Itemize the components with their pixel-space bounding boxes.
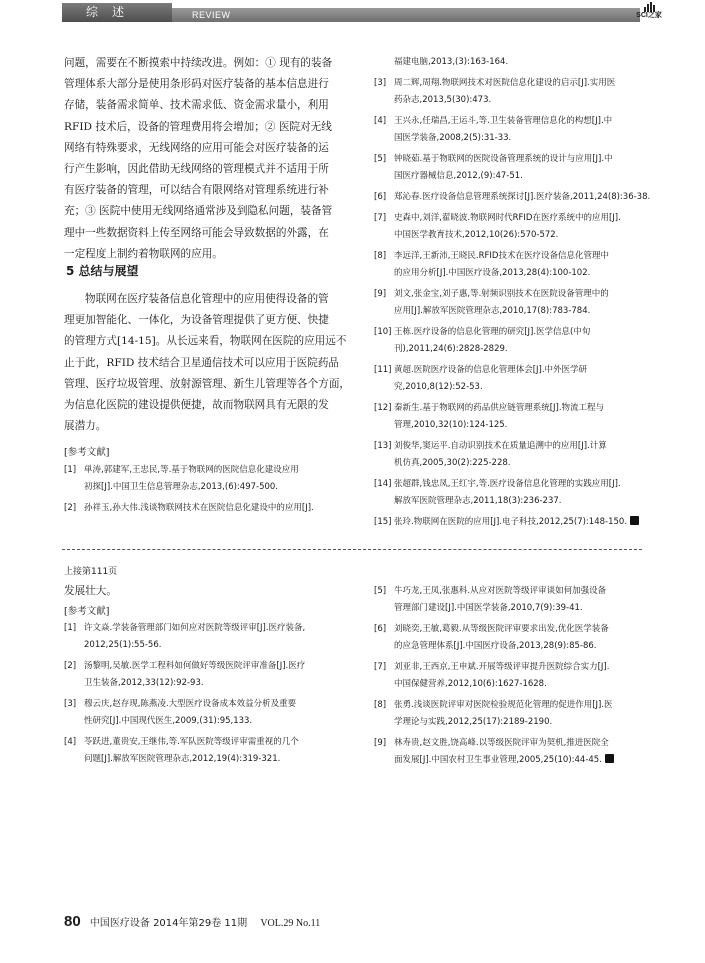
reference-text: 许文焱.学装备管理部门如何应对医院等级评审[J].医疗装备,: [84, 623, 306, 633]
reference-text: 汤黎明,吴敏.医学工程科如何做好等级医院评审准备[J].医疗: [84, 661, 306, 671]
reference-number: [7]: [374, 213, 387, 223]
reference-text: 中国保健营养,2012,10(6):1627-1628.: [394, 679, 547, 689]
reference-item: [374, 438, 642, 472]
reference-text: 问题[J].解放军医院管理杂志,2012,19(4):319-321.: [84, 754, 281, 764]
reference-text: 穆云庆,赵存现,陈燕凌.大型医疗设备成本效益分析及重要: [84, 699, 297, 709]
reference-item: [374, 189, 651, 206]
logo-text: SCI之家: [636, 12, 662, 19]
reference-text: 史森中,刘洋,翟晓波.物联网时代RFID在医疗系统中的应用[J].: [394, 213, 621, 223]
reference-item: [374, 362, 642, 396]
reference-text: 学理论与实践,2012,25(17):2189-2190.: [394, 717, 553, 727]
page-footer: [64, 913, 320, 930]
volume-info: VOL.29 No.11: [260, 918, 321, 929]
continued-label: 上接第111页: [64, 567, 118, 577]
reference-number: [8]: [374, 251, 387, 261]
reference-text: 周二辉,周翔.物联网技术对医院信息化建设的启示[J].实用医: [394, 78, 616, 88]
reference-text: 王栋.医疗设备的信息化管理的研究[J].医学信息(中旬: [394, 327, 591, 337]
reference-item: [374, 151, 642, 185]
reference-number: [7]: [374, 662, 387, 672]
reference-text: 苓跃进,董贵安,王继伟,等.军队医院等级评审需重视的几个: [84, 737, 299, 747]
reference-number: [5]: [374, 586, 387, 596]
section-tab: 综述: [62, 3, 172, 22]
reference-text: 管理部门建设[J].中国医学装备,2010,7(9):39-41.: [394, 603, 583, 613]
reference-text: 国医疗器械信息,2012,(9):47-51.: [394, 171, 523, 181]
reference-text: 孙祥玉,孙大伟.浅谈物联网技术在医院信息化建设中的应用[J].: [84, 503, 314, 513]
reference-number: [10]: [374, 327, 392, 337]
text-line: 管理体系大部分是使用条形码对医疗装备的基本信息进行: [64, 78, 329, 91]
review-label: REVIEW: [192, 10, 231, 20]
reference-item: [374, 583, 642, 617]
text-line: 一定程度上制约着物联网的应用。: [64, 247, 223, 260]
body-paragraph-1: [64, 53, 346, 265]
end-mark-icon: [630, 516, 639, 525]
text-line: 有医疗装备的管理，可以结合有限网络对管理系统进行补: [64, 184, 329, 197]
text-line: 管理、医疗垃圾管理、放射源管理、新生儿管理等各个方面，: [64, 377, 351, 390]
reference-text: 刘晓奕,王敏,葛毅.从等级医院评审要求出发,优化医学装备: [394, 624, 609, 634]
reference-item: [374, 514, 642, 531]
reference-item: [64, 696, 346, 730]
reference-text: 的应急管理体系[J].中国医疗设备,2013,28(9):85-86.: [394, 641, 597, 651]
reference-item: [64, 734, 346, 768]
reference-number: [6]: [374, 192, 387, 202]
reference-item: [374, 324, 642, 358]
reference-item: [64, 462, 346, 496]
continued-text: 发展壮大。: [64, 585, 117, 597]
issue-info: 2014年第29卷 11期: [153, 918, 248, 929]
reference-text: 国医学装备,2008,2(5):31-33.: [394, 133, 512, 143]
reference-item: [374, 659, 642, 693]
reference-text: 管理,2010,32(10):124-125.: [394, 420, 508, 430]
reference-text: 牛巧龙,王凤,张惠科.从应对医院等级评审谈如何加强设备: [394, 586, 607, 596]
reference-text: 刊),2011,24(6):2828-2829.: [394, 344, 508, 354]
reference-number: [2]: [64, 503, 77, 513]
reference-item: [374, 248, 642, 282]
reference-number: [6]: [374, 624, 387, 634]
reference-item: [374, 210, 642, 244]
text-line: 展潜力。: [64, 420, 107, 433]
reference-text: 张超群,钱忠凤,王红宇,等.医疗设备信息化管理的实践应用[J].: [394, 479, 621, 489]
reference-item: [64, 658, 346, 692]
text-line: 存储，装备需求简单、技术需求低、资金需求量小，利用: [64, 99, 329, 112]
reference-number: [12]: [374, 403, 392, 413]
reference-text: 林寿贵,赵文胜,饶高峰.以等级医院评审为契机,推进医院全: [394, 738, 609, 748]
reference-text: 钟晓茹.基于物联网的医院设备管理系统的设计与应用[J].中: [394, 154, 613, 164]
reference-item: [374, 113, 642, 147]
reference-item: [374, 476, 642, 510]
reference-number: [1]: [64, 465, 77, 475]
text-line: 止于此，RFID 技术结合卫星通信技术可以应用于医院药品: [64, 356, 340, 369]
reference-text: 郑沁春.医疗设备信息管理系统探讨[J].医疗装备,2011,24(8):36-38.: [394, 192, 651, 202]
sci-logo-icon: [636, 2, 662, 24]
text-line: RFID 技术后，设备的管理费用将会增加；② 医院对无线: [64, 120, 332, 133]
text-line: 理更加智能化、一体化，为设备管理提供了更方便、快捷: [64, 314, 329, 327]
reference-text: 张勇.浅谈医院评审对医院检验规范化管理的促进作用[J].医: [394, 700, 613, 710]
reference-text: 机仿真,2005,30(2):225-228.: [394, 458, 511, 468]
reference-item: [374, 735, 642, 769]
reference-number: [3]: [64, 699, 77, 709]
reference-number: [4]: [374, 116, 387, 126]
reference-item: [64, 620, 346, 654]
reference-item: [64, 500, 346, 517]
reference-number: [9]: [374, 289, 387, 299]
reference-item: [374, 75, 642, 109]
reference-text: 秦新生.基于物联网的药品供应链管理系统[J].物流工程与: [394, 403, 605, 413]
reference-text: 卫生装备,2012,33(12):92-93.: [84, 678, 204, 688]
reference-text: 药杂志,2013,5(30):473.: [394, 95, 492, 105]
reference-number: [11]: [374, 365, 392, 375]
continued-references-label: [参考文献]: [64, 606, 110, 617]
reference-text: 中国医学教育技术,2012,10(26):570-572.: [394, 230, 559, 240]
reference-text: 性研究[J].中国现代医生,2009,(31):95,133.: [84, 716, 253, 726]
reference-text: 张玲.物联网在医院的应用[J].电子科技,2012,25(7):148-150.: [374, 514, 642, 531]
reference-text: 刘亚非,王西京,王申斌.开展等级评审提升医院综合实力[J].: [394, 662, 610, 672]
reference-text: 王兴永,任瑞昌,王运斗,等.卫生装备管理信息化的构想[J].中: [394, 116, 613, 126]
reference-item: [374, 400, 642, 434]
reference-text: 初探[J].中国卫生信息管理杂志,2013,(6):497-500.: [84, 482, 278, 492]
body-paragraph-2: [64, 289, 351, 437]
reference-number: [3]: [374, 78, 387, 88]
reference-number: [13]: [374, 441, 392, 451]
reference-number: [15]: [374, 517, 392, 527]
reference-item: [374, 54, 642, 71]
journal-name: 中国医疗设备: [89, 918, 150, 929]
reference-item: [374, 621, 642, 655]
text-line: 理中一些数据资料上传至网络可能会导致数据的外露，在: [64, 226, 329, 239]
reference-item: [374, 286, 642, 320]
reference-text: 的应用分析[J].中国医疗设备,2013,28(4):100-102.: [394, 268, 591, 278]
reference-item: [374, 697, 642, 731]
section-heading: 5 总结与展望: [66, 264, 139, 278]
page-number: 80: [64, 913, 81, 930]
text-line: 的管理方式[14-15]。从长远来看，物联网在医院的应用远不: [64, 335, 347, 348]
reference-text: 刘俊华,窦运平.自动识别技术在质量追溯中的应用[J].计算: [394, 441, 607, 451]
reference-text: 李远洋,王新沛,王晓民.RFID技术在医疗设备信息化管理中: [394, 251, 609, 261]
reference-text: 究,2010,8(12):52-53.: [394, 382, 483, 392]
end-mark-icon: [605, 754, 614, 763]
text-line: 行产生影响，因此借助无线网络的管理模式并不适用于所: [64, 162, 329, 175]
reference-text: 2012,25(1):55-56.: [84, 640, 162, 650]
text-line: 网络有特殊要求，无线网络的应用可能会对医疗装备的运: [64, 141, 329, 154]
reference-text: 面发展[J].中国农村卫生事业管理,2005,25(10):44-45.: [374, 752, 642, 769]
reference-text: 福建电脑,2013,(3):163-164.: [394, 57, 509, 67]
references-label: [参考文献]: [64, 447, 110, 458]
reference-number: [5]: [374, 154, 387, 164]
text-line: 物联网在医疗装备信息化管理中的应用使得设备的管: [85, 293, 329, 305]
reference-text: 黄超.医院医疗设备的信息化管理体会[J].中外医学研: [394, 365, 588, 375]
reference-text: 単涛,郭建军,王忠民,等.基于物联网的医院信息化建设应用: [84, 465, 299, 475]
reference-number: [2]: [64, 661, 77, 671]
text-line: 问题，需要在不断摸索中持续改进。例如：① 现有的装备: [64, 57, 333, 69]
reference-number: [9]: [374, 738, 387, 748]
reference-text: 解放军医院管理杂志,2011,18(3):236-237.: [394, 496, 562, 506]
reference-text: 刘文,张金宝,刘子惠,等.射频识别技术在医院设备管理中的: [394, 289, 609, 299]
reference-number: [8]: [374, 700, 387, 710]
text-line: 充；③ 医院中使用无线网络通常涉及到隐私问题，装备管: [64, 205, 333, 218]
text-line: 为信息化医院的建设提供便捷，故而物联网具有无限的发: [64, 398, 329, 411]
reference-text: 应用[J].解放军医院管理杂志,2010,17(8):783-784.: [394, 306, 591, 316]
reference-number: [14]: [374, 479, 392, 489]
reference-number: [1]: [64, 623, 77, 633]
reference-number: [4]: [64, 737, 77, 747]
section-divider: [62, 549, 642, 550]
